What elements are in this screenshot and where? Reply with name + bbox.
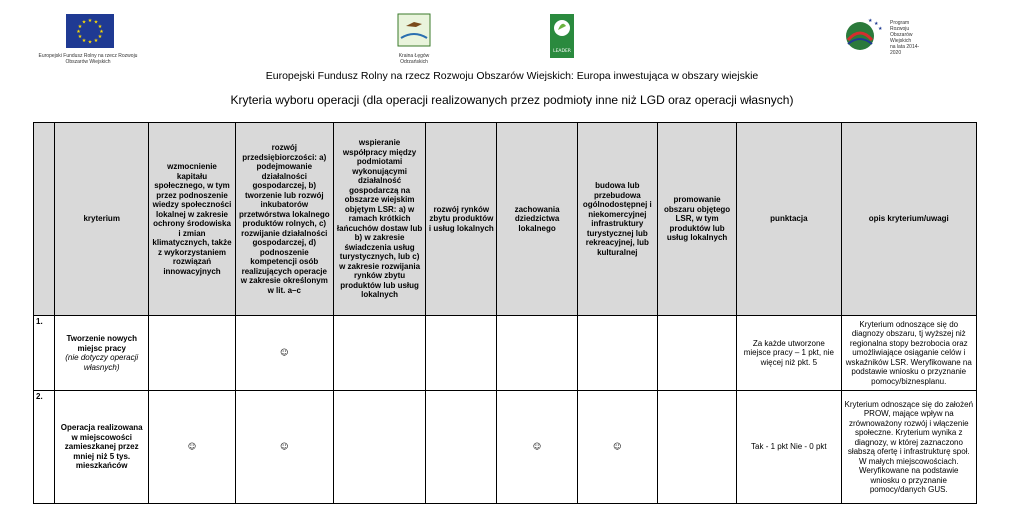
svg-text:★: ★: [868, 18, 873, 24]
header-cell: kryterium: [55, 123, 149, 316]
svg-text:★: ★: [81, 38, 87, 44]
bird-icon: [396, 12, 432, 48]
kraina-caption: Kraina Łęgów Odrzańskich: [398, 53, 430, 65]
smiley-icon: [577, 316, 657, 391]
svg-text:★: ★: [99, 29, 104, 35]
smiley-icon: [497, 316, 577, 391]
smiley-icon: [426, 316, 497, 391]
header-cell: zachowania dziedzictwa lokalnego: [497, 123, 577, 316]
document-subtitle: Kryteria wyboru operacji (dla operacji realizowanych przez podmioty inne niż LGD oraz operacji własnych): [230, 93, 794, 107]
criterion-title: Tworzenie nowych miejsc pracy: [66, 334, 137, 353]
header-cell: [34, 123, 55, 316]
leader-leaf-icon: [550, 14, 574, 58]
svg-text:★: ★: [93, 19, 99, 26]
header-cell: budowa lub przebudowa ogólnodostępnej i niekomercyjnej infrastruktury turystycznej lub rekreacyjnej, lub kulturalnej: [577, 123, 657, 316]
header-cell: promowanie obszaru objętego LSR, w tym produktów lub usług lokalnych: [657, 123, 736, 316]
svg-text:★: ★: [76, 29, 81, 35]
smiley-icon: ☺: [149, 391, 235, 504]
score-cell: Tak - 1 pkt Nie - 0 pkt: [737, 391, 841, 504]
svg-text:★: ★: [874, 21, 879, 27]
table-header-row: [34, 123, 977, 316]
table-row: [34, 316, 977, 391]
leader-text: LEADER: [553, 49, 571, 54]
svg-text:★: ★: [97, 34, 103, 40]
prow-logo: [838, 14, 928, 56]
score-cell: Za każde utworzone miejsce pracy – 1 pkt, nie więcej niż pkt. 5: [737, 316, 841, 391]
criterion-name: [55, 391, 149, 504]
prow-years: na lata 2014-2020: [890, 44, 920, 56]
smiley-icon: [333, 316, 425, 391]
svg-text:★: ★: [93, 38, 99, 44]
row-number: 2.: [34, 391, 55, 504]
svg-text:★: ★: [87, 18, 93, 24]
smiley-icon: ☺: [577, 391, 657, 504]
eu-flag-icon: [66, 14, 114, 48]
criterion-name: [55, 316, 149, 391]
header-cell: rozwój rynków zbytu produktów i usług lokalnych: [426, 123, 497, 316]
svg-text:★: ★: [97, 24, 103, 30]
header-cell: opis kryterium/uwagi: [841, 123, 976, 316]
smiley-icon: [426, 391, 497, 504]
table-row: [34, 391, 977, 504]
description-cell: Kryterium odnoszące się do założeń PROW, mające wpływ na zrównoważony rozwój i włączenie społeczne. Kryterium wynika z diagnozy, w której zaznaczono słabszą ofertę i infrastrukturę społ. W małych miejscowościach. Weryfikowane na podstawie wniosku o przyznanie pomocy/danych GUS.: [841, 391, 976, 504]
svg-text:★: ★: [81, 19, 87, 26]
svg-text:★: ★: [77, 24, 83, 30]
smiley-icon: [657, 316, 736, 391]
smiley-icon: ☺: [235, 391, 333, 504]
header-cell: punktacja: [737, 123, 841, 316]
eu-logo: [38, 14, 138, 65]
criterion-note: (nie dotyczy operacji własnych): [65, 353, 139, 372]
prow-caption: Program Rozwoju Obszarów Wiejskich: [890, 20, 913, 44]
svg-text:★: ★: [87, 39, 93, 46]
smiley-icon: [149, 316, 235, 391]
smiley-icon: [657, 391, 736, 504]
kraina-logo: [392, 12, 436, 65]
leader-logo: [550, 14, 574, 58]
smiley-icon: [333, 391, 425, 504]
header-cell: rozwój przedsiębiorczości: a) podejmowanie działalności gospodarczej, b) tworzenie lub rozwój inkubatorów przetwórstwa lokalnego produktów rolnych, c) rozwijanie działalności gospodarczej, d) podnoszenie kompetencji osób realizujących operacje w zakresie określonym w lit. a–c: [235, 123, 333, 316]
header-cell: wzmocnienie kapitału społecznego, w tym przez podnoszenie wiedzy społeczności lokalnej w zakresie ochrony środowiska i zmian klimatycznych, także z wykorzystaniem rozwiązań innowacyjnych: [149, 123, 235, 316]
smiley-icon: ☺: [235, 316, 333, 391]
svg-text:★: ★: [77, 34, 83, 40]
criteria-table: [33, 122, 977, 504]
description-cell: Kryterium odnoszące się do diagnozy obszaru, tj wyższej niż regionalna stopy bezrobocia oraz umożliwiające osiąganie celów i wskaźników LSR. Weryfikowane na podstawie wniosku o przyznanie pomocy/biznesplanu.: [841, 316, 976, 391]
svg-text:★: ★: [878, 26, 883, 32]
prow-emblem-icon: [838, 14, 890, 54]
header-title: Europejski Fundusz Rolny na rzecz Rozwoju Obszarów Wiejskich: Europa inwestująca w obszary wiejskie: [265, 70, 759, 82]
criterion-title: Operacja realizowana w miejscowości zamieszkanej przez mniej niż 5 tys. mieszkańców: [60, 423, 143, 471]
row-number: 1.: [34, 316, 55, 391]
eu-logo-caption: Europejski Fundusz Rolny na rzecz Rozwoju Obszarów Wiejskich: [38, 53, 138, 65]
smiley-icon: ☺: [497, 391, 577, 504]
header-cell: wspieranie współpracy między podmiotami wykonującymi działalność gospodarczą na obszarze wiejskim objętym LSR: a) w ramach krótkich łańcuchów dostaw lub b) w zakresie świadczenia usług turystycznych, lub c) w zakresie rozwijania rynków zbytu produktów lub usług lokalnych: [333, 123, 425, 316]
